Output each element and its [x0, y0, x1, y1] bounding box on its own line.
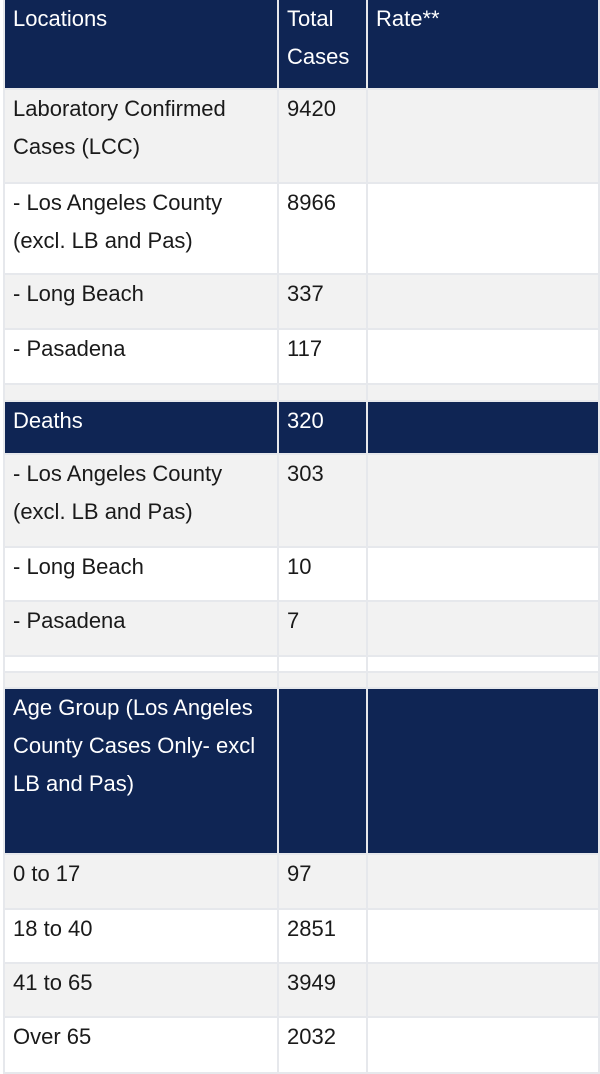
table-row: [4, 672, 599, 688]
total-cases-cell: 337: [278, 274, 367, 329]
table-row: [4, 854, 599, 909]
total-cases-cell: 8966: [278, 183, 367, 274]
total-cases-cell: Total Cases: [278, 0, 367, 89]
table-row: [4, 547, 599, 601]
total-cases-cell: 2851: [278, 909, 367, 963]
rate-cell: [367, 963, 599, 1017]
rate-cell: [367, 329, 599, 384]
rate-cell: [367, 672, 599, 688]
header-row: [4, 401, 599, 454]
table-row: [4, 909, 599, 963]
total-cases-cell: 7: [278, 601, 367, 656]
total-cases-cell: 97: [278, 854, 367, 909]
table-row: [4, 1017, 599, 1073]
total-cases-cell: [278, 384, 367, 401]
rate-cell: [367, 854, 599, 909]
rate-cell: [367, 183, 599, 274]
rate-cell: [367, 274, 599, 329]
total-cases-cell: [278, 672, 367, 688]
table-body: [4, 0, 599, 1073]
rate-cell: [367, 688, 599, 854]
total-cases-cell: 10: [278, 547, 367, 601]
location-cell: - Long Beach: [4, 547, 278, 601]
location-cell: - Pasadena: [4, 601, 278, 656]
rate-cell: [367, 547, 599, 601]
rate-cell: [367, 656, 599, 672]
location-cell: Over 65: [4, 1017, 278, 1073]
location-cell: 0 to 17: [4, 854, 278, 909]
total-cases-cell: 3949: [278, 963, 367, 1017]
location-cell: [4, 384, 278, 401]
rate-cell: [367, 1017, 599, 1073]
table-row: [4, 329, 599, 384]
location-cell: Deaths: [4, 401, 278, 454]
location-cell: 41 to 65: [4, 963, 278, 1017]
table-row: [4, 454, 599, 547]
location-cell: [4, 656, 278, 672]
total-cases-cell: 117: [278, 329, 367, 384]
rate-cell: [367, 454, 599, 547]
table-row: [4, 601, 599, 656]
total-cases-cell: 320: [278, 401, 367, 454]
total-cases-cell: 2032: [278, 1017, 367, 1073]
location-cell: 18 to 40: [4, 909, 278, 963]
table-row: [4, 963, 599, 1017]
rate-cell: Rate**: [367, 0, 599, 89]
rate-cell: [367, 89, 599, 183]
total-cases-cell: 303: [278, 454, 367, 547]
location-cell: - Los Angeles County (excl. LB and Pas): [4, 454, 278, 547]
covid-cases-table: [3, 0, 600, 1074]
total-cases-cell: 9420: [278, 89, 367, 183]
header-row: [4, 0, 599, 89]
location-cell: Laboratory Confirmed Cases (LCC): [4, 89, 278, 183]
table-row: [4, 183, 599, 274]
location-cell: - Los Angeles County (excl. LB and Pas): [4, 183, 278, 274]
total-cases-cell: [278, 656, 367, 672]
location-cell: Locations: [4, 0, 278, 89]
rate-cell: [367, 601, 599, 656]
rate-cell: [367, 384, 599, 401]
table-row: [4, 384, 599, 401]
location-cell: Age Group (Los Angeles County Cases Only- excl LB and Pas): [4, 688, 278, 854]
table-row: [4, 89, 599, 183]
location-cell: [4, 672, 278, 688]
location-cell: - Long Beach: [4, 274, 278, 329]
header-row: [4, 688, 599, 854]
table-row: [4, 274, 599, 329]
location-cell: - Pasadena: [4, 329, 278, 384]
table-row: [4, 656, 599, 672]
rate-cell: [367, 401, 599, 454]
total-cases-cell: [278, 688, 367, 854]
rate-cell: [367, 909, 599, 963]
